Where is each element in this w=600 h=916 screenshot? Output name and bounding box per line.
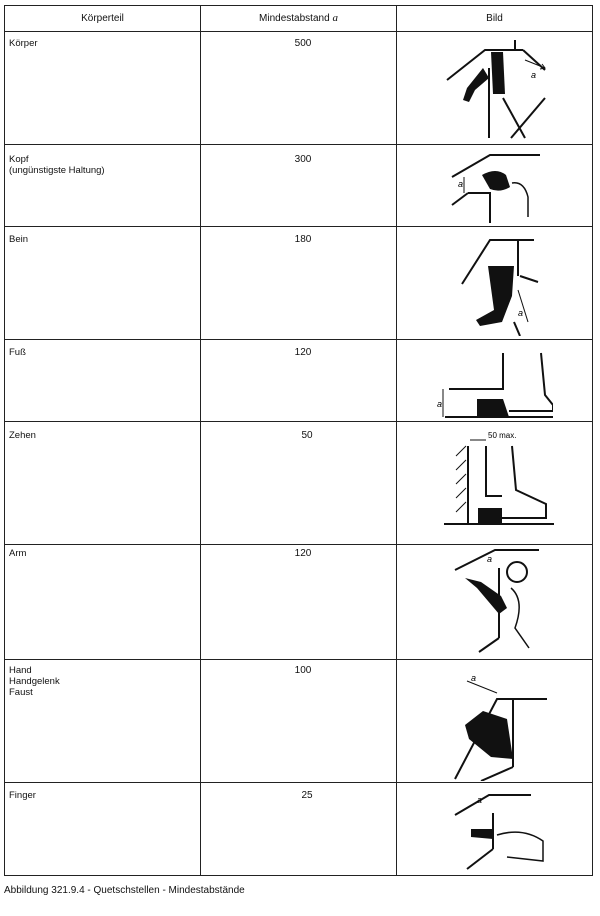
toes-pinch-illustration-icon xyxy=(442,426,554,536)
header-body-part: Körperteil xyxy=(81,13,124,24)
row-distance-toes: 50 xyxy=(301,430,313,441)
dimension-label: a xyxy=(471,673,477,683)
row-part-head: Kopf (ungünstigste Haltung) xyxy=(9,154,105,176)
header-image: Bild xyxy=(486,13,503,24)
head-pinch-illustration-icon xyxy=(450,153,545,223)
foot-pinch-illustration-icon xyxy=(437,351,553,421)
header-distance-symbol: a xyxy=(332,12,338,24)
leg-pinch-illustration-icon xyxy=(460,236,540,336)
dimension-label: a xyxy=(437,399,443,409)
row-divider xyxy=(5,31,592,32)
dimension-label: a xyxy=(458,179,464,189)
arm-pinch-illustration-icon xyxy=(453,548,551,654)
figure-caption: Abbildung 321.9.4 - Quetschstellen - Mindestabstände xyxy=(4,885,245,896)
row-part-hand: Hand Handgelenk Faust xyxy=(9,665,60,698)
body-pinch-illustration-icon xyxy=(445,38,555,140)
row-part-finger: Finger xyxy=(9,790,36,801)
row-divider xyxy=(5,144,592,145)
header-min-distance-label: Mindestabstand xyxy=(259,13,330,24)
row-divider xyxy=(5,226,592,227)
row-part-body: Körper xyxy=(9,38,38,49)
dimension-label: a xyxy=(531,70,537,80)
header-min-distance xyxy=(201,6,396,31)
row-divider xyxy=(5,544,592,545)
row-distance-leg: 180 xyxy=(294,234,312,245)
row-divider xyxy=(5,659,592,660)
dimension-label: a xyxy=(477,795,483,805)
toes-max-label: 50 max. xyxy=(488,431,517,440)
row-distance-foot: 120 xyxy=(294,347,312,358)
hand-pinch-illustration-icon xyxy=(453,669,548,781)
minimum-distance-table xyxy=(4,5,593,876)
dimension-label: a xyxy=(487,554,493,564)
row-part-arm: Arm xyxy=(9,548,27,559)
column-divider xyxy=(396,6,397,875)
row-distance-head: 300 xyxy=(294,154,312,165)
dimension-label: a xyxy=(518,308,524,318)
row-part-foot: Fuß xyxy=(9,347,26,358)
row-distance-finger: 25 xyxy=(301,790,313,801)
row-distance-arm: 120 xyxy=(294,548,312,559)
column-divider xyxy=(200,6,201,875)
row-divider xyxy=(5,782,592,783)
row-divider xyxy=(5,421,592,422)
row-part-leg: Bein xyxy=(9,234,29,245)
row-distance-hand: 100 xyxy=(294,665,312,676)
row-distance-body: 500 xyxy=(294,38,312,49)
row-part-toes: Zehen xyxy=(9,430,36,441)
finger-pinch-illustration-icon xyxy=(453,791,553,873)
row-divider xyxy=(5,339,592,340)
